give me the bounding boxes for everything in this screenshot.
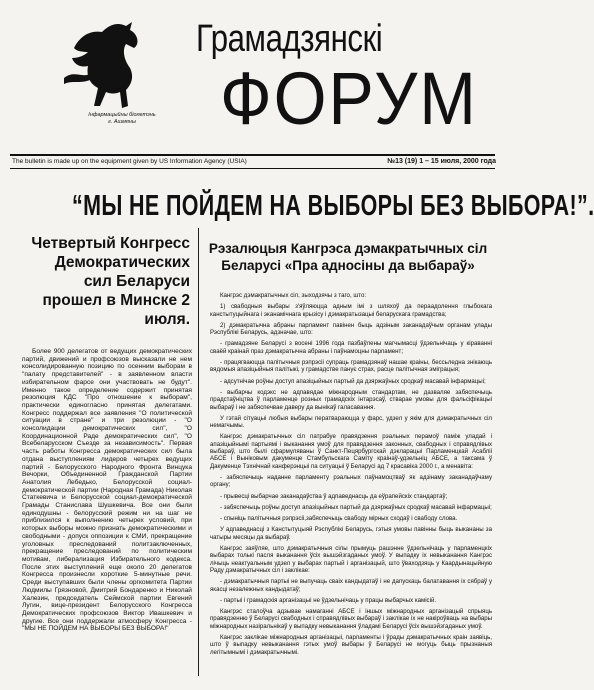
resolution-paragraph: У адпаведнасці з Канстытуцыяй Рэспублікі Беларусь, гэтыя умовы павінны быць выкананы за чатыры месяцы да выбараў. bbox=[210, 526, 492, 541]
resolution-paragraph: 2) дэмакратычна абраны парламент павінен быць адзіным заканадаўчым органам улады Рэспублікі Беларусь, адзначае, што: bbox=[210, 321, 492, 337]
article-body bbox=[22, 348, 192, 633]
resolution-paragraph: - спыніць палітычныя рэпрэсіі,забяспечыць свабоду мірных сходаў і свабоду слова. bbox=[220, 515, 458, 523]
resolution-paragraph: - выбарчы кодэкс не адпавядае міжнародным стандартам, не дазваляе забяспечыць прадстаўніцтва ў парламенце розных грамадскіх інтарэсаў, стварае умовы для фальсіфікацыі выбараў і не забяспечвае даверу да вынікаў галасавання. bbox=[210, 388, 492, 411]
page-headline: “МЫ НЕ ПОЙДЕМ НА ВЫБОРЫ БЕЗ ВЫБОРА!”. bbox=[72, 190, 594, 222]
logo-caption: Інфармацыйны біолетэнь г. Ашмяны bbox=[88, 112, 156, 125]
resolution-paragraph: Кангрэс заклікае міжнародныя арганізацыі, парламенты і ўрады дэмакратычных краін заявіць, што ў выпадку невыканання гэтых умоў выбары ў Беларусі не могуць быць прызнаныя легітымнымі і дэмакратычнымі. bbox=[210, 633, 492, 656]
masthead-infobar bbox=[12, 158, 496, 165]
masthead-title-line2: ФОРУМ bbox=[220, 57, 478, 140]
resolution-paragraph: У гэтай сітуацыі любыя выбары ператвараюцца у фарс, удзел у якім для дэмакратычных сіл немагчымы. bbox=[210, 414, 492, 430]
resolution-paragraph: - партыі і грамадскія арганізацыі не ўдзельнічаць у працы выбарчых камісій. bbox=[220, 596, 437, 604]
resolution-paragraph: - забяспечыць наданне парламенту рэальных паўнамоцтваў як адзінаму заканадаўчаму органу; bbox=[210, 473, 492, 489]
resolution-body bbox=[210, 292, 492, 660]
masthead-rule-top bbox=[10, 154, 495, 156]
article-subhead: Четвертый Конгресс Демократических сил Беларуси прошел в Минске 2 июля. bbox=[31, 235, 190, 328]
issue-info: №13 (19) 1 – 15 июля, 2000 года bbox=[387, 158, 496, 165]
resolution-paragraph: - грамадзяне Беларусі з восені 1996 года пазбаўлены магчымасці ўдзельнічаць у кіраванні сваёй краінай праз дэмакратычна абраны і паўнамоцны парламент; bbox=[210, 340, 492, 355]
masthead-title-line1: Грамадзянскі bbox=[196, 18, 383, 60]
horse-logo-icon bbox=[60, 18, 160, 118]
resolution-paragraph: - дэмакратычныя партыі не выпучаць сваіх кандыдатаў і не дапускаць балатавання іх сябраў у якасці незалежных кандыдатаў; bbox=[210, 578, 492, 593]
resolution-paragraph: Кангрэс дэмакратычных сіл патрабуе правядзення рэальных перамоў паміж уладай і апазіцыйнымі партыямі і выканання умоў для правядзення законных, свабодных і справядлівых выбараў, што былі сфармуляваны ў Санкт-Пецярбургскай дэкларацыі Парламенцкай Асабліі АБСЕ і Выніковым дакуменце Стамбульскага Саміту краінаў-удзельніц АБСЕ, а таксама ў Дакуменце Тэхнічнай канферэнцыі па ситуацыі ў Беларусі ад 7 красавіка 2000 г., а менавіта: bbox=[210, 433, 492, 470]
resolution-paragraph: Кангрэс сталоўча адзывае намаганні АБСЕ і іншых міжнародных арганізацый спрыяць правядзенню ў Беларусі свабодных і справядлівых выбараў і заклікае іх не накіроўваць на выбары міжнародных назіральнікаў у выпадку невыканання ўладамі Беларусі ўсіх вышэйзгаданых умоў. bbox=[210, 608, 492, 630]
sponsor-note: The bulletin is made up on the equipment given by US Information Agency (USIA) bbox=[12, 158, 247, 165]
resolution-paragraph: Кангрэс дэмакратычных сіл, зыходзячы з таго, што: bbox=[220, 292, 367, 299]
resolution-title: Рэзалюцыя Кангрэса дэмакратычных сіл Беларусі «Пра адносіны да выбараў» bbox=[208, 241, 488, 273]
resolution-paragraph: - працягваюцца палітычныя рэпрэсіі супраць грамадзянаў нашае краіны, бессьледна знікаюць вядомыя апазіцыйныя палітыкі, у грамадстве панує страх, расце палітычная эміграцыя; bbox=[210, 359, 492, 374]
article-paragraph: Более 900 делегатов от ведущих демократических партий, движений и профсоюзов высказали не нем консолидированную позицию по осенним выборам в "палату представителей" - в заявленном власти избирательном фарсе они участвовать не будут". Именно такое определение содержит принятая резолюция КДС "Про отношение к выборам", практически единогласно принятая делегатами. Конгресс поддержал все заявления "О политической ситуации в стране" и три резолюции - "О консолидации демократических сил", "О Координационной Раде демократических сил", "О Всебеларусском Съезде за независимость". Первая часть работы Конгресса демократических сил была отдана выступлениям лидеров четырех ведущих партий - Белорусского Народного Фронта Винцука Вечорки, Объединенной Гражданской Партии Анатолия Лебедько, Белорусской социал-демократической партии (Народная Грамада) Николая Статкевича и Белорусской социал-демократической Грамады Станислава Шушкевича. Все они были единодушны - белорусский режим ни на шаг не приблизился к выполнению четырех условий, при которых выборы можно признать демократическими и свободными - допуск оппозиции к СМИ, прекращение уголовных преследований политзаключенных, прекращение преследований по политическим мотивам, либерализация Избирательного кодекса. После этих выступлений еще около 20 делегатов Конгресса произнесли короткие 5-минутные речи. Среди выступавших были члены оргкомитета Партии Людмилы Грязновой, Дмитрий Бондаренко и Николай Халезин, председатель Сеймской партии Евгений Лугин, вице-президент Белорусского Конгресса Демократических профсоюзов Виктор Ивашкевич и другие. Все они поддержали атмосферу Конгресса - "МЫ НЕ ПОЙДЕМ НА ВЫБОРЫ БЕЗ ВЫБОРА!" bbox=[22, 348, 192, 633]
resolution-paragraph: - забяспечыць роўны доступ апазіцыйных партый да дзяржаўных сродкаў масавай інфармацыі; bbox=[220, 503, 492, 511]
resolution-paragraph: - прывесці выбарчае заканадаўства ў адпаведнасць да еўрапейскіх стандартаў; bbox=[220, 492, 448, 500]
resolution-paragraph: 1) свабодныя выбары з'яўляюцца адным імі з шляхоў да пераадолення глыбокага канстытуцыйнага і эканамічнага крызісу і дэмакратызацыі беларускага грамадства; bbox=[210, 303, 492, 318]
resolution-paragraph: Кангрэс заяўляе, што дэмакратычныя сілы прымуць рашэнне ўдзельнічаць у парламенцкіх выбарах толькі пасля выканання ўсіх вышэйзгаданых умоў. У выпадку іх невыканання Кангрэс лічыць неактуальным удзел у выбарах партый і арганізацый, што ўваходзяць у Каардынацыйную Раду дэмакратычных сіл і заклікае: bbox=[210, 545, 492, 574]
resolution-paragraph: - адсутнічае роўны доступ апазіцыйных партый да дзяржаўных сродкаў масавай інфармацыі; bbox=[220, 377, 486, 385]
masthead-rule-bottom bbox=[10, 168, 495, 169]
